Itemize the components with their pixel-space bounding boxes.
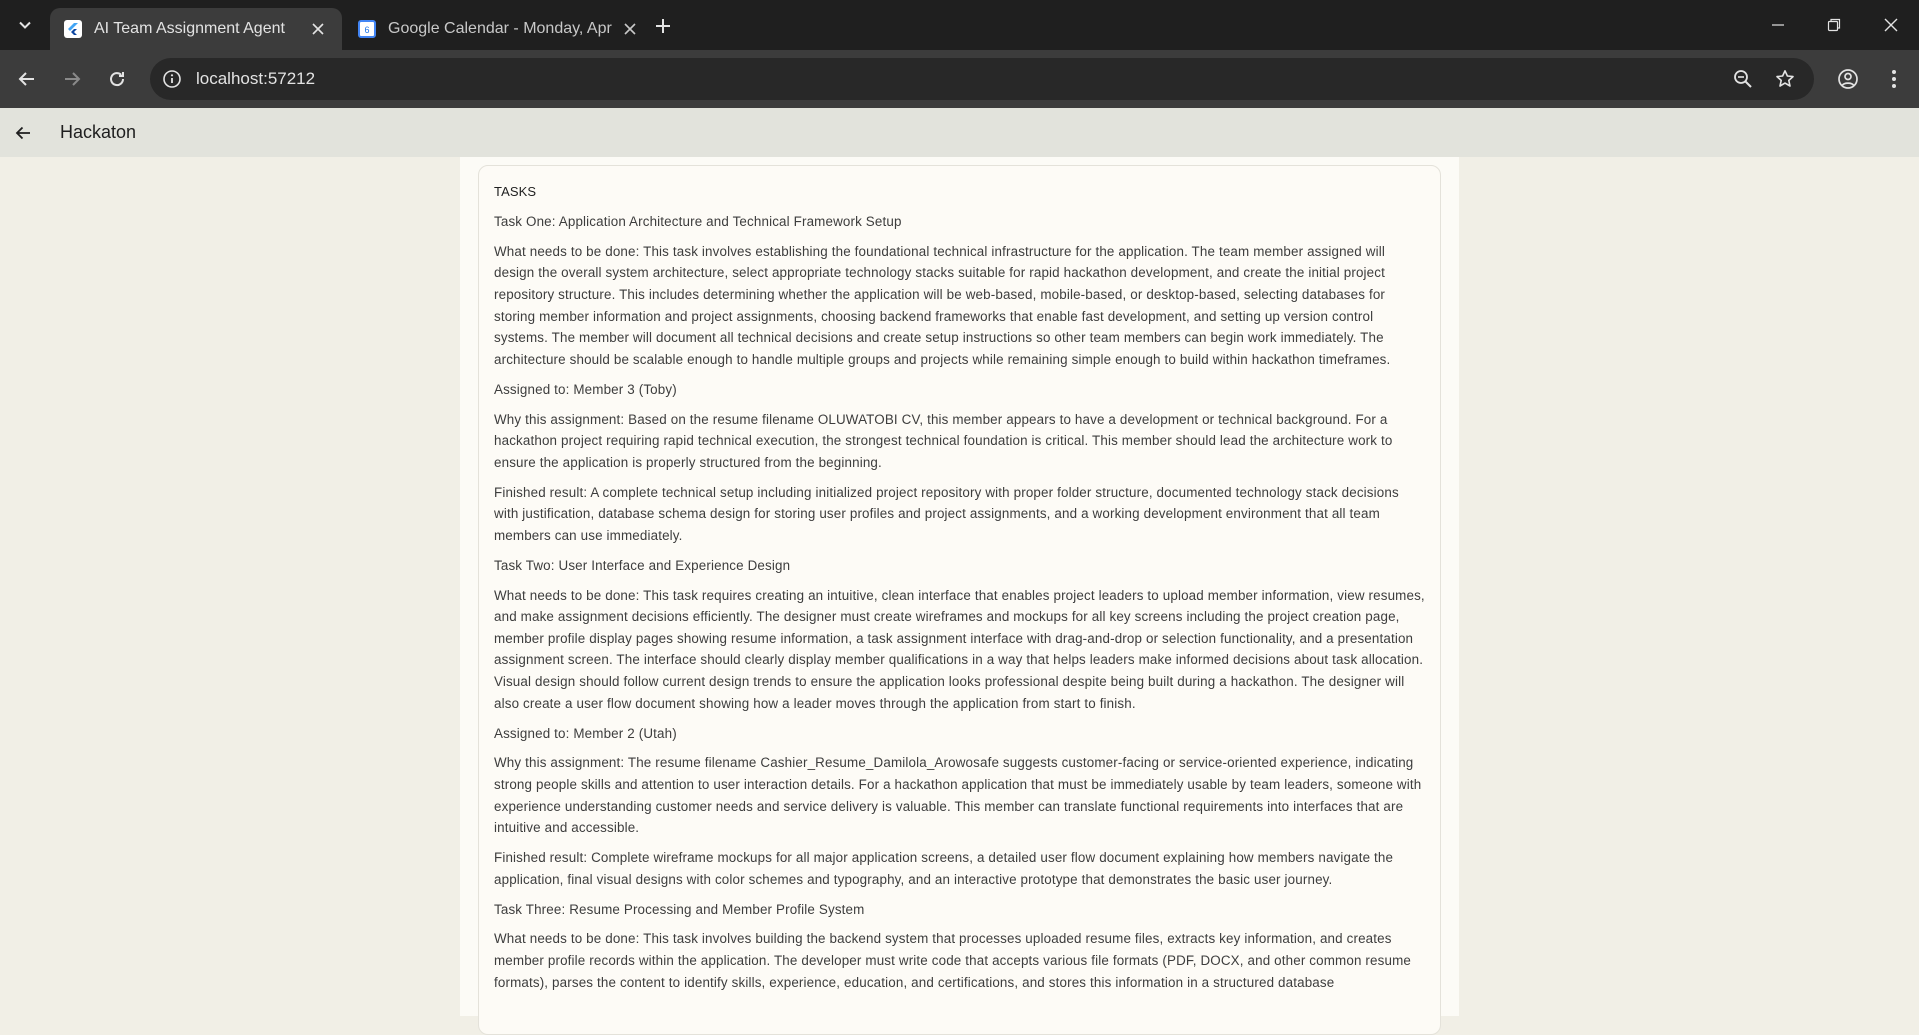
reload-button[interactable]	[102, 64, 132, 94]
section-title: TASKS	[494, 184, 537, 199]
task-two-heading: Task Two: User Interface and Experience Design	[494, 557, 791, 573]
reload-icon	[108, 70, 126, 88]
tab-search-button[interactable]	[12, 12, 38, 38]
page-title: Hackaton	[60, 122, 137, 142]
task-two-reason: Why this assignment: The resume filename Cashier_Resume_Damilola_Arowosafe suggests customer-facing or service-oriented experience, indicating strong people skills and attention to user interaction details. For a hackathon application that must be immediately usable by team leaders, someone with experience understanding customer needs and service delivery is valuable. This member can translate functional requirements into interfaces that are intuitive and accessible.	[494, 755, 1422, 836]
google-calendar-icon	[358, 20, 376, 38]
menu-button[interactable]	[1879, 64, 1909, 94]
tab-google-calendar[interactable]	[344, 8, 630, 50]
content-column	[460, 157, 1459, 1016]
star-icon	[1775, 69, 1795, 89]
back-button[interactable]	[12, 64, 42, 94]
arrow-left-icon	[18, 70, 36, 88]
account-icon	[1837, 68, 1859, 90]
minimize-icon	[1771, 18, 1785, 32]
arrow-right-icon	[63, 70, 81, 88]
tasks-card	[478, 165, 1441, 1035]
arrow-left-icon	[15, 125, 31, 141]
restore-button[interactable]	[1818, 10, 1850, 40]
site-info-icon[interactable]	[162, 69, 182, 89]
url-text: localhost:57212	[196, 69, 316, 88]
plus-icon	[655, 18, 671, 34]
zoom-button[interactable]	[1732, 68, 1754, 90]
task-two-description: What needs to be done: This task requires creating an intuitive, clean interface that enables project leaders to upload member information, view resumes, and make assignment decisions efficiently. The designer must create wireframes and mockups for all key screens including the project creation page, member profile display pages showing resume information, a task assignment interface with drag-and-drop or selection functionality, and a presentation assignment screen. The interface should clearly display member qualifications in a way that helps leaders make informed decisions about task allocation. Visual design should follow current design trends to ensure the application looks professional despite being built during a hackathon. The designer will also create a user flow document showing how a leader moves through the application from start to finish.	[494, 587, 1425, 711]
task-one-assignee: Assigned to: Member 3 (Toby)	[494, 381, 677, 397]
task-three-heading: Task Three: Resume Processing and Member Profile System	[494, 901, 865, 917]
task-one-heading: Task One: Application Architecture and Technical Framework Setup	[494, 214, 902, 229]
tab-title: AI Team Assignment Agent	[94, 20, 285, 37]
tab-ai-team-assignment[interactable]	[50, 8, 342, 50]
more-vertical-icon	[1891, 69, 1897, 89]
chevron-down-icon	[18, 18, 32, 32]
forward-button[interactable]	[57, 64, 87, 94]
address-bar[interactable]	[150, 58, 1814, 100]
browser-toolbar	[0, 50, 1919, 108]
profile-button[interactable]	[1833, 64, 1863, 94]
task-one-reason: Why this assignment: Based on the resume filename OLUWATOBI CV, this member appears to have a development or technical background. For a hackathon project requiring rapid technical execution, the strongest technical foundation is critical. This member should lead the architecture work to ensure the application is properly structured from the beginning.	[494, 411, 1393, 470]
app-back-button[interactable]	[10, 120, 36, 146]
flutter-icon	[64, 20, 82, 38]
new-tab-button[interactable]	[650, 13, 676, 39]
task-one-result: Finished result: A complete technical setup including initialized project repository with proper folder structure, documented technology stack decisions with justification, database schema design for storing user profiles and project assignments, and a working development environment that all team members can use immediately.	[494, 484, 1399, 543]
task-two-assignee: Assigned to: Member 2 (Utah)	[494, 725, 677, 741]
close-icon[interactable]	[620, 19, 640, 39]
zoom-out-icon	[1733, 69, 1753, 89]
task-two-result: Finished result: Complete wireframe mockups for all major application screens, a detailed user flow document explaining how members navigate the application, final visual designs with color schemes and typography, and an interactive prototype that demonstrates the basic user journey.	[494, 850, 1394, 887]
bookmark-button[interactable]	[1774, 68, 1796, 90]
minimize-button[interactable]	[1762, 10, 1794, 40]
task-three-description: What needs to be done: This task involves building the backend system that processes uploaded resume files, extracts key information, and creates member profile records within the application. The developer must write code that accepts various file formats (PDF, DOCX, and other common resume formats), parses the content to identify skills, experience, education, and certifications, and stores this information in a structured database	[494, 931, 1411, 990]
close-icon[interactable]	[308, 19, 328, 39]
svg-text:6: 6	[364, 25, 370, 35]
app-bar	[0, 108, 1919, 157]
task-one-description: What needs to be done: This task involves establishing the foundational technical infrastructure for the application. The team member assigned will design the overall system architecture, select appropriate technology stacks suitable for rapid hackathon development, and create the initial project repository structure. This includes determining whether the application will be web-based, mobile-based, or desktop-based, selecting databases for storing member information and project assignments, choosing backend frameworks that enable fast development, and setting up version control systems. The member will document all technical decisions and create setup instructions so other team members can begin work immediately. The architecture should be scalable enough to handle multiple groups and projects while remaining simple enough to build within hackathon timeframes.	[494, 243, 1391, 367]
close-window-button[interactable]	[1875, 10, 1907, 40]
close-icon	[1884, 18, 1898, 32]
browser-tab-strip	[0, 0, 1919, 50]
tab-title: Google Calendar - Monday, Apr	[388, 20, 612, 37]
restore-icon	[1827, 18, 1841, 32]
